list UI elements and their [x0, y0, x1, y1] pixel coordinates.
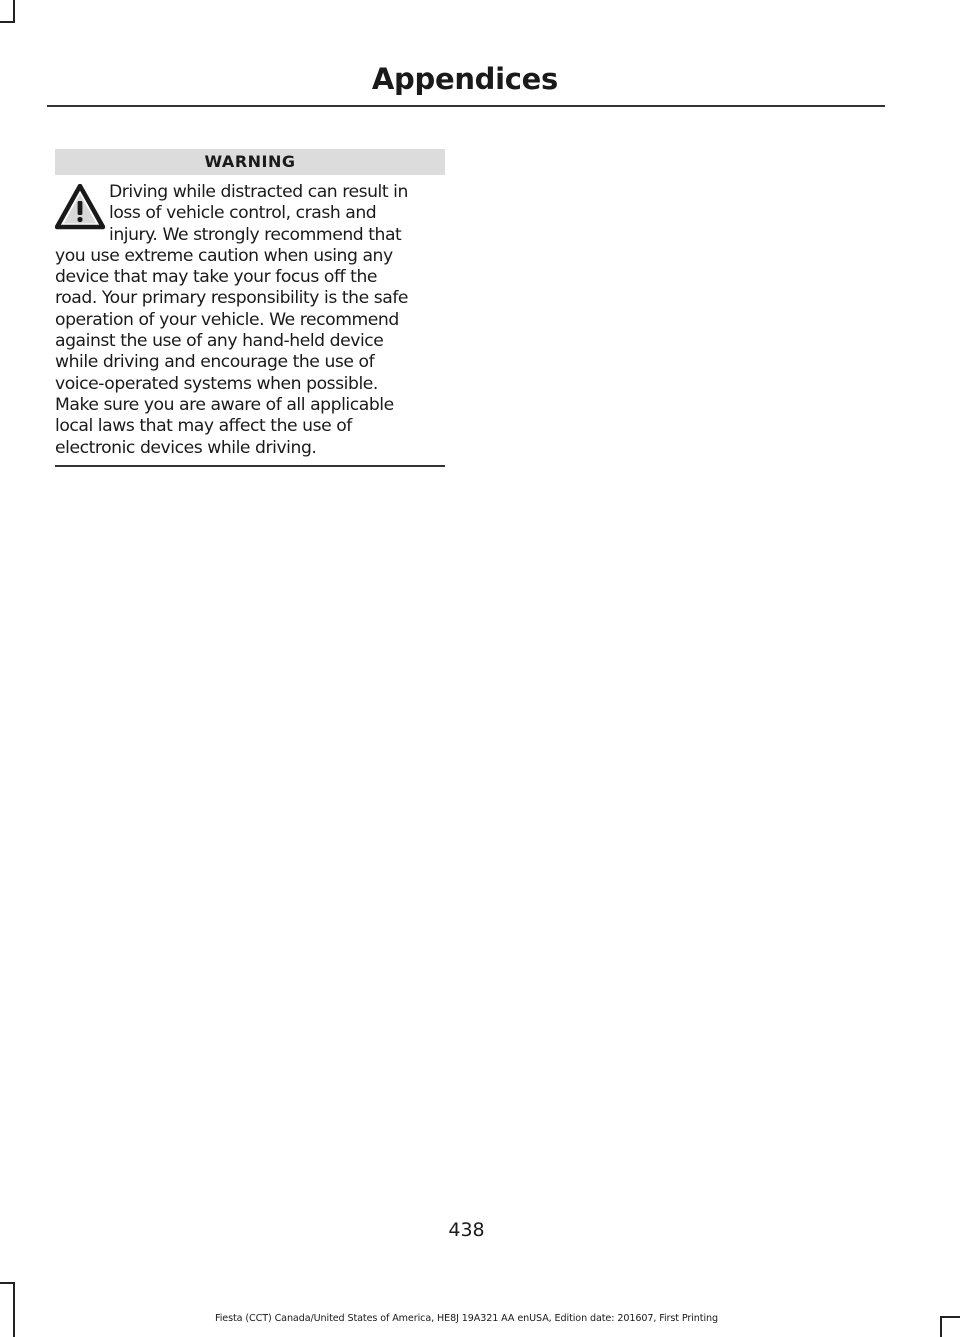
warning-line: local laws that may affect the use of	[55, 416, 352, 437]
warning-line: against the use of any hand-held device	[55, 331, 384, 352]
warning-line: device that may take your focus off the	[55, 267, 378, 288]
warning-line: Driving while distracted can result in	[109, 182, 408, 202]
page-number: 438	[448, 1219, 485, 1241]
warning-line: Make sure you are aware of all applicable	[55, 394, 394, 415]
crop-mark-bottom-left-vertical	[13, 1282, 15, 1337]
warning-line: electronic devices while driving.	[55, 437, 317, 458]
warning-end-divider	[55, 465, 445, 467]
warning-text	[55, 182, 445, 459]
header-divider	[47, 105, 885, 107]
warning-triangle-icon	[55, 184, 105, 230]
crop-mark-bottom-left-horizontal	[0, 1282, 15, 1284]
crop-mark-bottom-right-vertical	[940, 1316, 942, 1337]
crop-mark-top-left-vertical	[13, 0, 15, 22]
page-title: Appendices	[371, 62, 558, 96]
warning-label: WARNING	[55, 149, 445, 175]
warning-line: voice-operated systems when possible.	[55, 373, 378, 394]
edition-footer: Fiesta (CCT) Canada/United States of America, HE8J 19A321 AA enUSA, Edition date: 201607, First Printing	[215, 1313, 718, 1324]
warning-line: you use extreme caution when using any	[55, 245, 393, 266]
warning-line: injury. We strongly recommend that	[109, 224, 402, 245]
crop-mark-top-left-horizontal	[0, 21, 15, 23]
warning-line: road. Your primary responsibility is the safe	[55, 288, 409, 309]
crop-mark-bottom-right-horizontal	[940, 1316, 960, 1318]
warning-line: while driving and encourage the use of	[55, 352, 375, 373]
warning-line: operation of your vehicle. We recommend	[55, 309, 399, 330]
warning-line: loss of vehicle control, crash and	[109, 203, 377, 224]
warning-box	[55, 149, 445, 459]
